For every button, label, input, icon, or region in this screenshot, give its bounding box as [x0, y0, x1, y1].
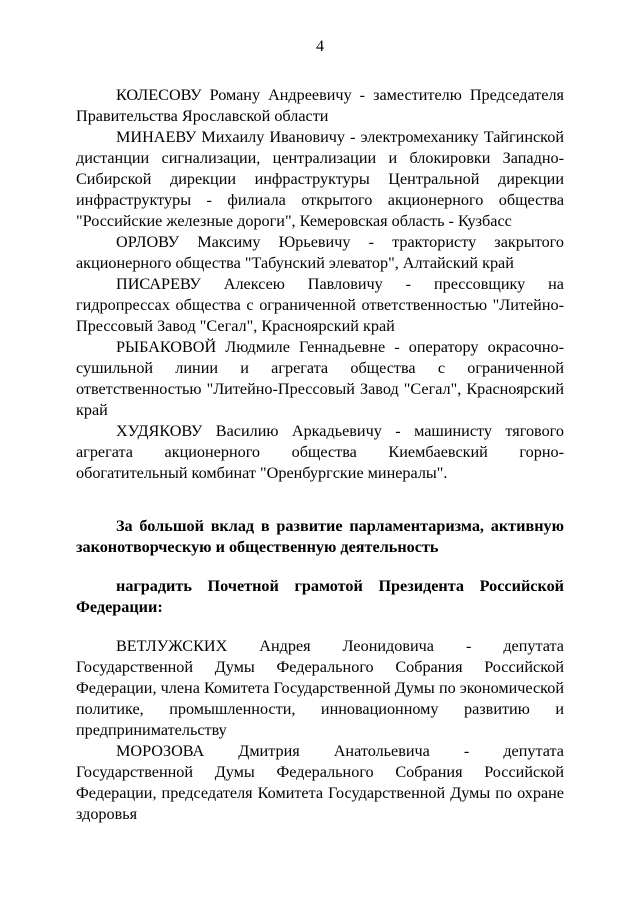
award-line: наградить Почетной грамотой Президента Российской Федерации: [76, 577, 564, 616]
list-item: ПИСАРЕВУ Алексею Павловичу - прессовщику на гидропрессах общества с ограниченной ответственностью "Литейно-Прессовый Завод "Сегал", Красноярский край [76, 275, 564, 335]
list-item: МОРОЗОВА Дмитрия Анатольевича - депутата Государственной Думы Федерального Собрания Российской Федерации, председателя Комитета Государственной Думы по охране здоровья [76, 742, 564, 823]
award-list-top [76, 85, 564, 484]
award-line-block [76, 576, 564, 618]
award-list-bottom [76, 636, 564, 825]
list-item: ХУДЯКОВУ Василию Аркадьевичу - машинисту тягового агрегата акционерного общества Киембаевский горно-обогатительный комбинат "Оренбургские минералы". [76, 422, 564, 482]
list-item: ОРЛОВУ Максиму Юрьевичу - трактористу закрытого акционерного общества "Табунский элеватор", Алтайский край [76, 233, 564, 272]
page-number: 4 [315, 37, 325, 55]
list-item: МИНАЕВУ Михаилу Ивановичу - электромеханику Тайгинской дистанции сигнализации, централизации и блокировки Западно-Сибирской дирекции инфраструктуры Центральной дирекции инфраструктуры - филиала открытого акционерного общества "Российские железные дороги", Кемеровская область - Кузбасс [76, 128, 564, 230]
list-item: РЫБАКОВОЙ Людмиле Геннадьевне - оператору окрасочно-сушильной линии и агрегата общества с ограниченной ответственностью "Литейно-Прессовый Завод "Сегал", Красноярский край [76, 338, 564, 419]
section-heading: За большой вклад в развитие парламентаризма, активную законотворческую и общественную деятельность [76, 517, 564, 556]
list-item: ВЕТЛУЖСКИХ Андрея Леонидовича - депутата Государственной Думы Федерального Собрания Российской Федерации, члена Комитета Государственной Думы по экономической политике, промышленности, инновационному развитию и предпринимательству [76, 637, 564, 739]
section-heading-block [76, 516, 564, 558]
list-item: КОЛЕСОВУ Роману Андреевичу - заместителю Председателя Правительства Ярославской области [76, 86, 564, 125]
